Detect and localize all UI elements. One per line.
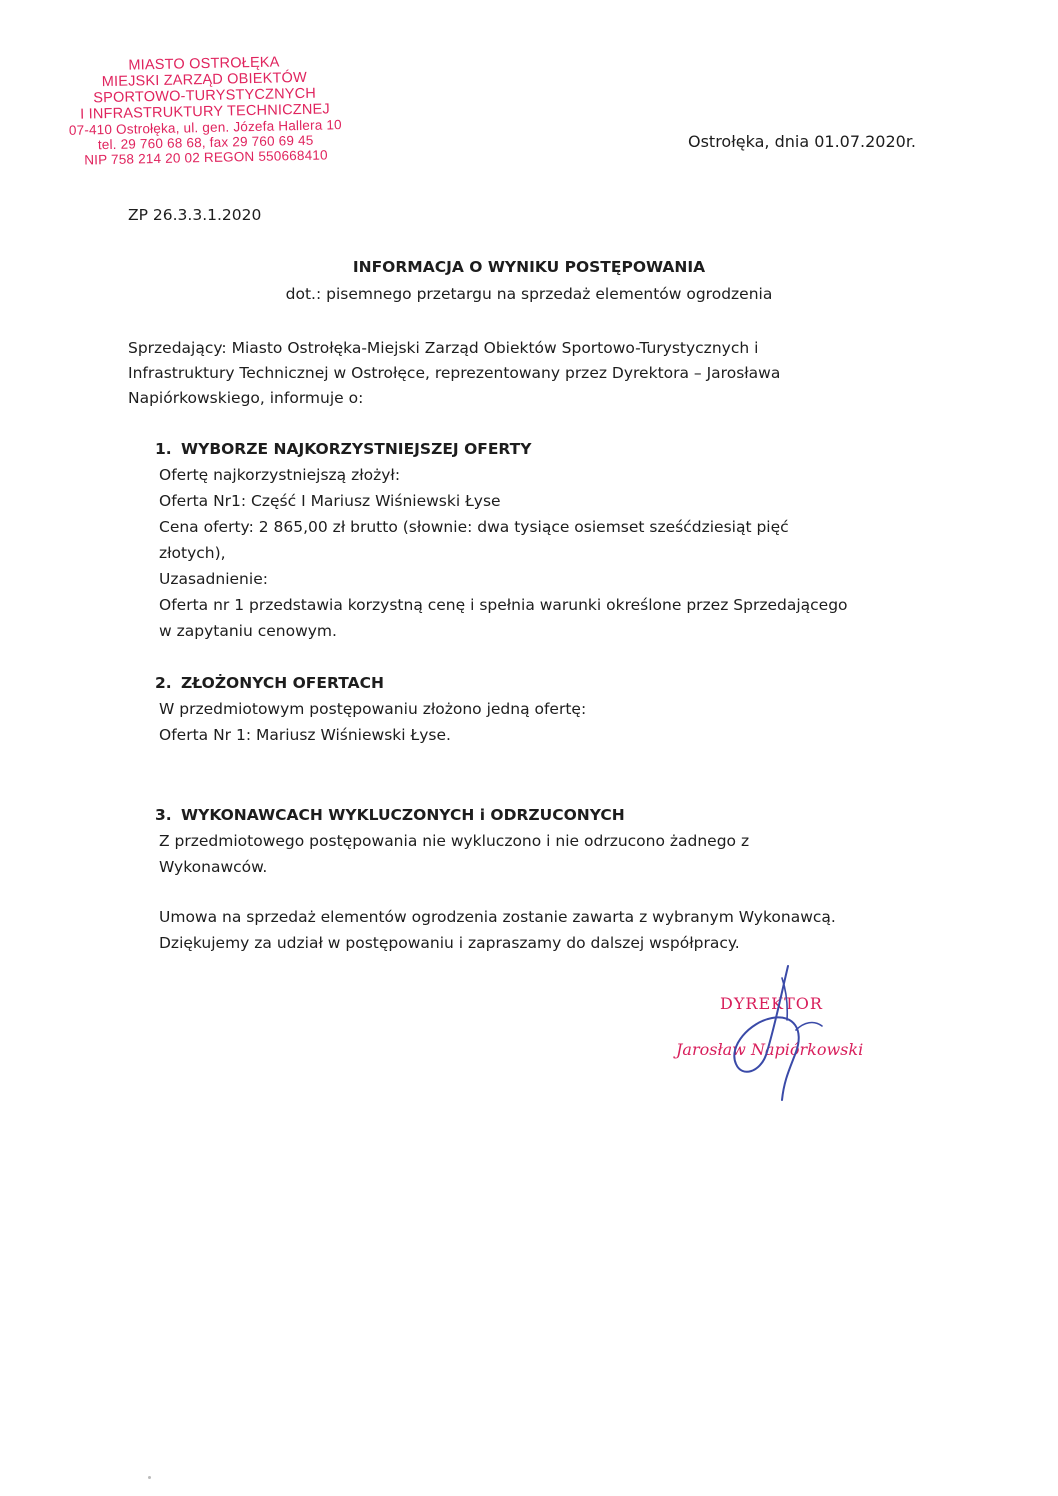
section-heading-text: ZŁOŻONYCH OFERTACH xyxy=(181,674,384,692)
section-line: złotych), xyxy=(159,544,226,562)
reference-number: ZP 26.3.3.1.2020 xyxy=(128,206,262,224)
stamp-line: MIEJSKI ZARZĄD OBIEKTÓW xyxy=(101,69,308,91)
stamp-line: MIASTO OSTROŁĘKA xyxy=(128,54,280,74)
document-subtitle: dot.: pisemnego przetargu na sprzedaż elementów ogrodzenia xyxy=(285,285,773,303)
section-line: Oferta Nr 1: Mariusz Wiśniewski Łyse. xyxy=(159,726,451,744)
signature-name: Jarosław Napiórkowski xyxy=(676,1040,864,1059)
section-heading xyxy=(155,670,959,696)
section-heading xyxy=(155,436,959,462)
signature-block xyxy=(670,960,890,1110)
document-date: Ostrołęka, dnia 01.07.2020r. xyxy=(688,132,917,151)
section-line: Z przedmiotowego postępowania nie wykluczono i nie odrzucono żadnego z xyxy=(159,832,750,850)
stamp-line: tel. 29 760 68 68, fax 29 760 69 45 xyxy=(97,132,314,153)
document-title: INFORMACJA O WYNIKU POSTĘPOWANIA xyxy=(352,258,706,276)
section-number: 3. xyxy=(155,806,172,824)
section-excluded-contractors xyxy=(155,802,959,880)
intro-paragraph xyxy=(128,336,888,411)
stamp-line: 07-410 Ostrołęka, ul. gen. Józefa Hallera 10 xyxy=(68,117,342,138)
stamp-line: SPORTOWO-TURYSTYCZNYCH xyxy=(93,85,317,107)
section-line: Uzasadnienie: xyxy=(159,570,268,588)
office-stamp xyxy=(39,53,371,169)
handwritten-signature-icon xyxy=(670,960,890,1110)
stamp-line: I INFRASTRUKTURY TECHNICZNEJ xyxy=(80,101,331,123)
scan-speck xyxy=(148,1476,151,1479)
stamp-line: NIP 758 214 20 02 REGON 550668410 xyxy=(84,147,328,168)
closing-line: Dziękujemy za udział w postępowaniu i zapraszamy do dalszej współpracy. xyxy=(159,934,740,952)
section-submitted-offers xyxy=(155,670,959,748)
closing-line: Umowa na sprzedaż elementów ogrodzenia zostanie zawarta z wybranym Wykonawcą. xyxy=(159,908,836,926)
section-line: Cena oferty: 2 865,00 zł brutto (słownie: dwa tysiące osiemset sześćdziesiąt pięć xyxy=(159,518,789,536)
section-heading-text: WYBORZE NAJKORZYSTNIEJSZEJ OFERTY xyxy=(181,440,532,458)
section-line: Ofertę najkorzystniejszą złożył: xyxy=(159,466,401,484)
intro-line: Sprzedający: Miasto Ostrołęka-Miejski Zarząd Obiektów Sportowo-Turystycznych i xyxy=(128,339,759,357)
signature-role: DYREKTOR xyxy=(720,994,823,1013)
section-number: 2. xyxy=(155,674,172,692)
closing-paragraph xyxy=(159,904,959,956)
intro-line: Infrastruktury Technicznej w Ostrołęce, reprezentowany przez Dyrektora – Jarosława xyxy=(128,364,781,382)
section-line: Oferta nr 1 przedstawia korzystną cenę i spełnia warunki określone przez Sprzedającego xyxy=(159,596,848,614)
section-best-offer xyxy=(155,436,959,644)
intro-line: Napiórkowskiego, informuje o: xyxy=(128,389,364,407)
section-number: 1. xyxy=(155,440,172,458)
section-line: Wykonawców. xyxy=(159,858,268,876)
section-line: w zapytaniu cenowym. xyxy=(159,622,337,640)
section-heading-text: WYKONAWCACH WYKLUCZONYCH i ODRZUCONYCH xyxy=(181,806,625,824)
section-heading xyxy=(155,802,959,828)
section-line: W przedmiotowym postępowaniu złożono jedną ofertę: xyxy=(159,700,587,718)
section-line: Oferta Nr1: Część I Mariusz Wiśniewski Łyse xyxy=(159,492,501,510)
